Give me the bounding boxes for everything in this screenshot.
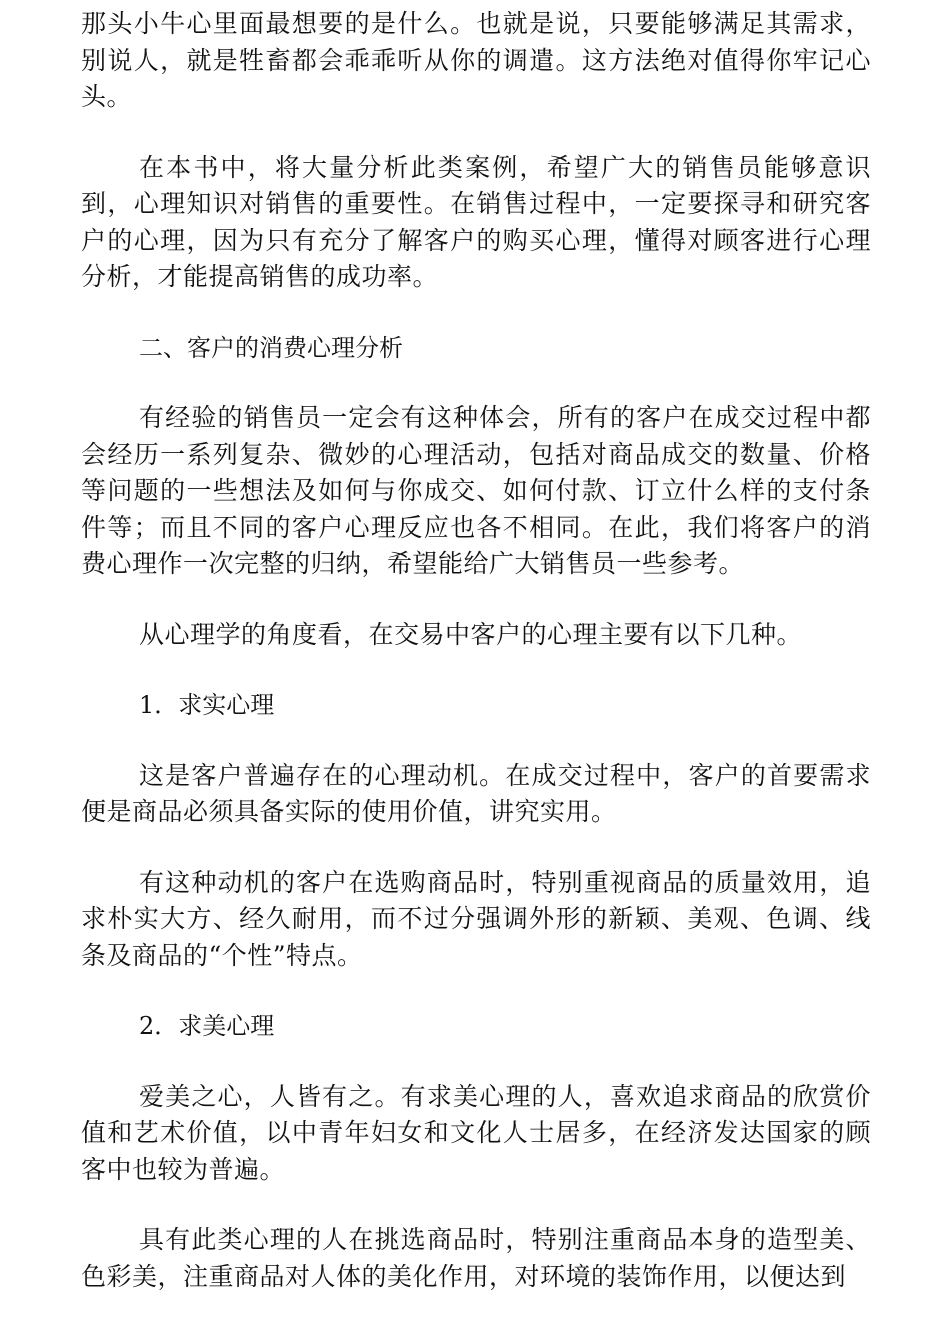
paragraph: 有经验的销售员一定会有这种体会，所有的客户在成交过程中都会经历一系列复杂、微妙的心理活动，包括对商品成交的数量、价格等问题的一些想法及如何与你成交、如何付款、订立什么样的支付条件等；而且不同的客户心理反应也各不相同。在此，我们将客户的消费心理作一次完整的归纳，希望能给广大销售员一些参考。: [81, 403, 871, 578]
section-heading: 二、客户的消费心理分析: [139, 333, 403, 362]
paragraph: 从心理学的角度看，在交易中客户的心理主要有以下几种。: [139, 619, 803, 649]
paragraph: 在本书中，将大量分析此类案例，希望广大的销售员能够意识到，心理知识对销售的重要性。在销售过程中，一定要探寻和研究客户的心理，因为只有充分了解客户的购买心理，懂得对顾客进行心理分析，才能提高销售的成功率。: [81, 152, 871, 291]
paragraph: 这是客户普遍存在的心理动机。在成交过程中，客户的首要需求便是商品必须具备实际的使用价值，讲究实用。: [81, 760, 871, 826]
paragraph: 爱美之心，人皆有之。有求美心理的人，喜欢追求商品的欣赏价值和艺术价值，以中青年妇女和文化人士居多，在经济发达国家的顾客中也较为普遍。: [81, 1081, 871, 1184]
paragraph: 有这种动机的客户在选购商品时，特别重视商品的质量效用，追求朴实大方、经久耐用，而不过分强调外形的新颖、美观、色调、线条及商品的“个性”特点。: [81, 867, 871, 970]
paragraph: 具有此类心理的人在挑选商品时，特别注重商品本身的造型美、色彩美，注重商品对人体的美化作用，对环境的装饰作用，以便达到: [81, 1225, 871, 1291]
subsection-heading: 1．求实心理: [139, 691, 275, 719]
paragraph: 那头小牛心里面最想要的是什么。也就是说，只要能够满足其需求，别说人，就是牲畜都会乖乖听从你的调遣。这方法绝对值得你牢记心头。: [81, 9, 871, 111]
subsection-heading: 2．求美心理: [139, 1012, 275, 1040]
document-page: [81, 6, 871, 1295]
